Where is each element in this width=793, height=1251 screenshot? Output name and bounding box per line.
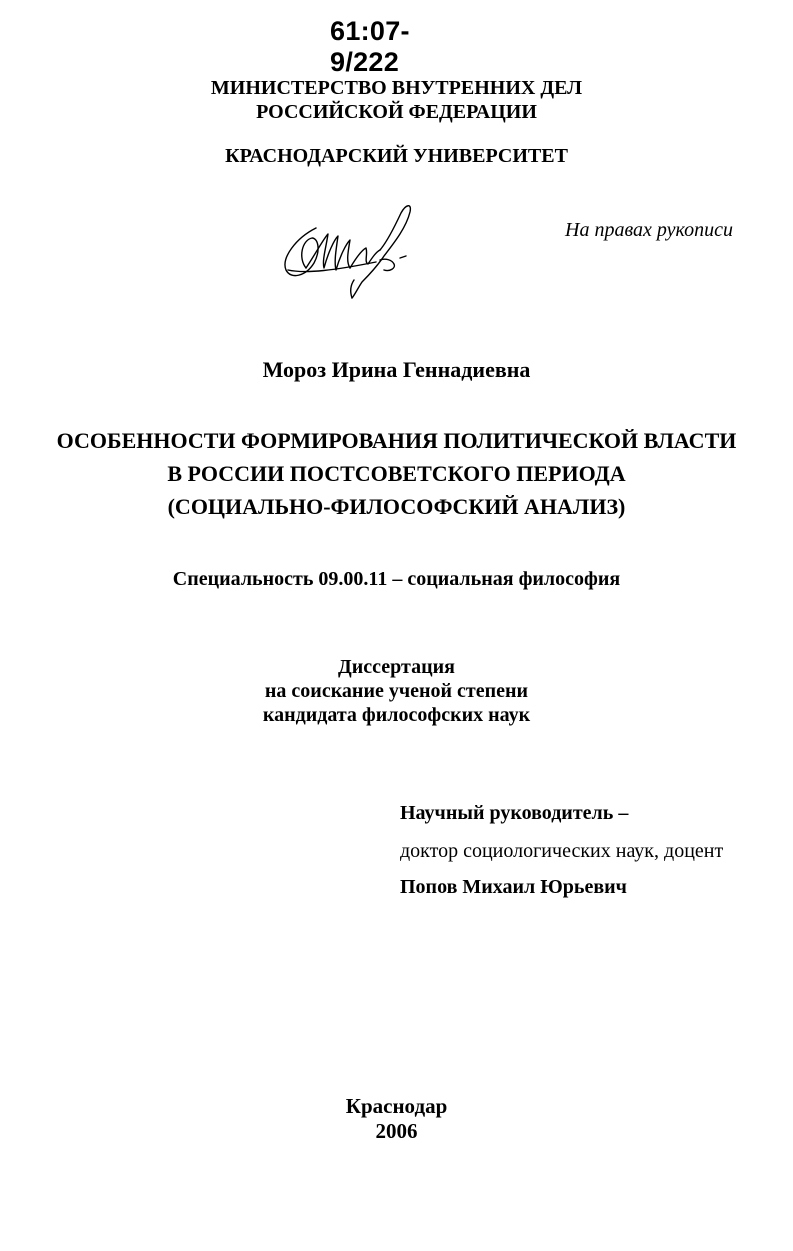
supervisor-label: Научный руководитель – xyxy=(400,802,629,824)
dissertation-line-3: кандидата философских наук xyxy=(262,704,531,726)
supervisor-degree: доктор социологических наук, доцент xyxy=(400,840,724,862)
ministry-line-2: РОССИЙСКОЙ ФЕДЕРАЦИИ xyxy=(256,101,537,123)
dissertation-line-1: Диссертация xyxy=(338,656,455,678)
supervisor-name: Попов Михаил Юрьевич xyxy=(400,876,627,898)
title-line-2: В РОССИИ ПОСТСОВЕТСКОГО ПЕРИОДА xyxy=(167,461,626,486)
specialty: Специальность 09.00.11 – социальная философия xyxy=(172,568,621,590)
catalog-number: 61:07-9/222 xyxy=(330,16,410,77)
footer-city: Краснодар xyxy=(345,1094,448,1118)
footer-year: 2006 xyxy=(375,1119,418,1143)
title-line-3: (СОЦИАЛЬНО-ФИЛОСОФСКИЙ АНАЛИЗ) xyxy=(167,494,626,519)
title-line-1: ОСОБЕННОСТИ ФОРМИРОВАНИЯ ПОЛИТИЧЕСКОЙ ВЛАСТИ xyxy=(56,428,737,453)
university-name: КРАСНОДАРСКИЙ УНИВЕРСИТЕТ xyxy=(225,145,568,167)
ministry-heading xyxy=(0,76,793,124)
dissertation-title xyxy=(0,424,793,523)
dissertation-line-2: на соискание ученой степени xyxy=(264,680,529,702)
footer xyxy=(0,1094,793,1144)
ministry-line-1: МИНИСТЕРСТВО ВНУТРЕННИХ ДЕЛ xyxy=(210,77,583,99)
manuscript-rights: На правах рукописи xyxy=(565,219,733,241)
author-name: Мороз Ирина Геннадиевна xyxy=(262,357,531,382)
signature-icon xyxy=(276,198,426,303)
dissertation-type xyxy=(0,655,793,727)
